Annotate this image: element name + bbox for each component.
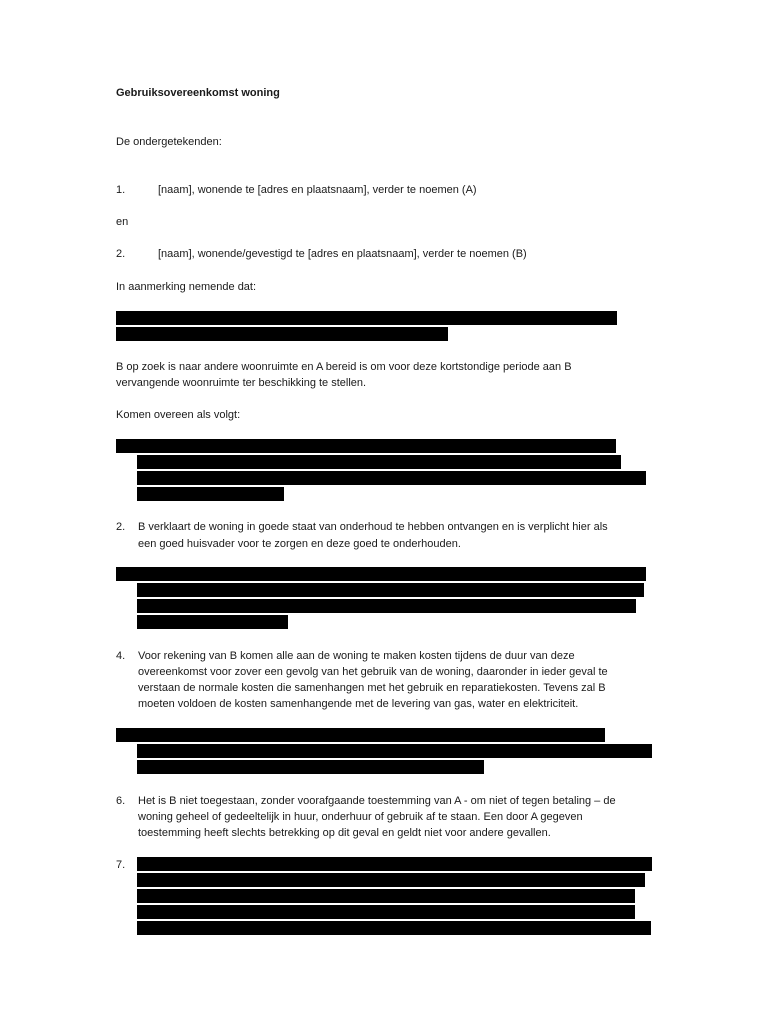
redaction-bar [137, 760, 484, 774]
item4-line: Voor rekening van B komen alle aan de woning te maken kosten tijdens de duur van deze [138, 650, 575, 662]
item4-line: overeenkomst voor zover een gevolg van het gebruik van de woning, daaronder in ieder geval te [138, 666, 608, 678]
agree-text: Komen overeen als volgt: [116, 409, 241, 421]
redaction-bar [137, 471, 646, 485]
item4-line: verstaan de normale kosten die samenhangen met het gebruik en reparatiekosten. Tevens zal B [138, 682, 606, 694]
intro-text: De ondergetekenden: [116, 136, 222, 148]
item6-line: Het is B niet toegestaan, zonder voorafgaande toestemming van A - om niet of tegen betaling – de [138, 795, 616, 807]
consideration-line: B op zoek is naar andere woonruimte en A bereid is om voor deze kortstondige periode aan B [116, 361, 572, 373]
party1-text: [naam], wonende te [adres en plaatsnaam], verder te noemen (A) [158, 184, 477, 196]
redaction-bar [137, 857, 652, 871]
redaction-bar [116, 311, 617, 325]
party2-text: [naam], wonende/gevestigd te [adres en plaatsnaam], verder te noemen (B) [158, 248, 527, 260]
redaction-bar [137, 487, 284, 501]
party1-number: 1. [116, 184, 126, 196]
item2-number: 2. [116, 521, 126, 533]
redaction-bar [116, 567, 646, 581]
and-text: en [116, 216, 129, 228]
redaction-bar [137, 583, 644, 597]
redaction-bar [116, 728, 605, 742]
party2-number: 2. [116, 248, 126, 260]
redaction-bar [137, 744, 652, 758]
redaction-bar [137, 889, 635, 903]
item6-number: 6. [116, 795, 126, 807]
redaction-bar [116, 439, 616, 453]
redaction-bar [137, 599, 636, 613]
redaction-bar [116, 327, 448, 341]
consideration-line: vervangende woonruimte ter beschikking te stellen. [116, 377, 367, 389]
item4-number: 4. [116, 650, 126, 662]
item6-line: woning geheel of gedeeltelijk in huur, onderhuur of gebruik af te staan. Een door A gegeven [138, 811, 583, 823]
redaction-bar [137, 455, 621, 469]
item4-line: moeten voldoen de kosten samenhangende met de levering van gas, water en elektriciteit. [138, 698, 579, 710]
considering-text: In aanmerking nemende dat: [116, 281, 257, 293]
redaction-bar [137, 873, 645, 887]
document-title: Gebruiksovereenkomst woning [116, 87, 280, 99]
item6-line: toestemming heeft slechts betrekking op dit geval en geldt niet voor andere gevallen. [138, 827, 551, 839]
redaction-bar [137, 615, 288, 629]
item2-line: B verklaart de woning in goede staat van onderhoud te hebben ontvangen en is verplicht hier als [138, 521, 608, 533]
item2-line: een goed huisvader voor te zorgen en deze goed te onderhouden. [138, 538, 461, 550]
redaction-bar [137, 921, 651, 935]
redaction-bar [137, 905, 635, 919]
item7-number: 7. [116, 859, 126, 871]
